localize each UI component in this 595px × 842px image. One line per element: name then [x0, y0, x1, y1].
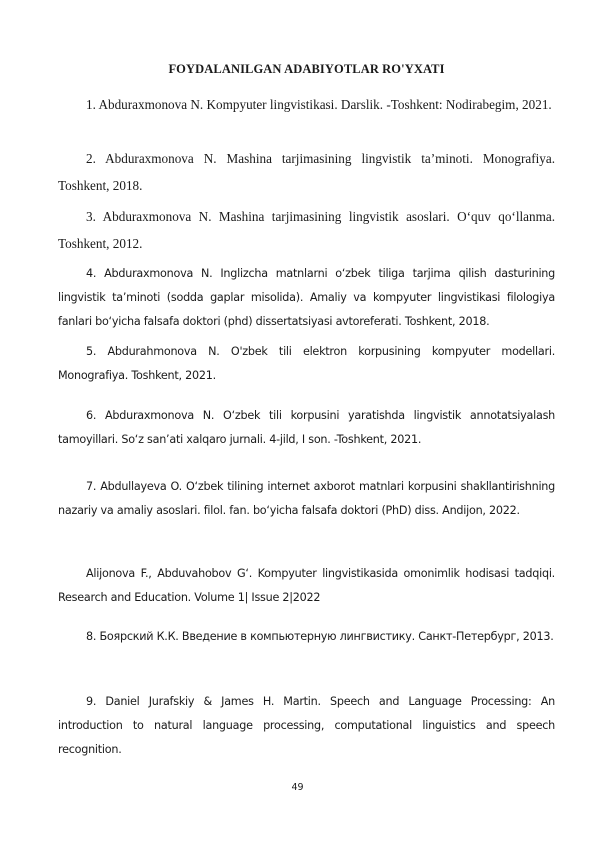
reference-item: 7. Abdullayeva O. O‘zbek tilining internet axborot matnlari korpusini shakllantirishning nazariy va amaliy asoslari. filol. fan. bo‘yicha falsafa doktori (PhD) diss. Andijon, 2022.: [58, 480, 555, 517]
page-title: FOYDALANILGAN ADABIYOTLAR RO'YXATI: [168, 62, 445, 76]
reference-item: 4. Abduraxmonova N. Inglizcha matnlarni o‘zbek tiliga tarjima qilish dasturining lingvistik ta’minoti (sodda gaplar misolida). Amaliy va kompyuter lingvistikasi filologiya fanlari bo‘yicha falsafa doktori (phd) dissertatsiyasi avtoreferati. Toshkent, 2018.: [58, 267, 555, 328]
page-number: 49: [291, 782, 304, 793]
reference-item: Alijonova F., Abduvahobov G‘. Kompyuter lingvistikasida omonimlik hodisasi tadqiqi. Research and Education. Volume 1| Issue 2|2022: [58, 567, 555, 604]
reference-item: 9. Daniel Jurafskiy & James H. Martin. Speech and Language Processing: An introduction to natural language processing, computational linguistics and speech recognition.: [58, 695, 555, 756]
reference-item: 8. Боярский К.К. Введение в компьютерную лингвистику. Санкт-Петербург, 2013.: [86, 630, 554, 643]
reference-item: 6. Abduraxmonova N. O‘zbek tili korpusini yaratishda lingvistik annotatsiyalash tamoyillari. So‘z san’ati xalqaro jurnali. 4-jild, I son. -Toshkent, 2021.: [58, 409, 555, 446]
reference-item: 5. Abdurahmonova N. O'zbek tili elektron korpusining kompyuter modellari. Monografiya. Toshkent, 2021.: [58, 345, 555, 382]
reference-item: 3. Abduraxmonova N. Mashina tarjimasining lingvistik asoslari. O‘quv qo‘llanma. Toshkent, 2012.: [58, 209, 555, 251]
reference-item: 1. Abduraxmonova N. Kompyuter lingvistikasi. Darslik. -Toshkent: Nodirabegim, 2021.: [86, 97, 552, 112]
reference-item: 2. Abduraxmonova N. Mashina tarjimasining lingvistik ta’minoti. Monografiya. Toshkent, 2018.: [58, 151, 555, 193]
